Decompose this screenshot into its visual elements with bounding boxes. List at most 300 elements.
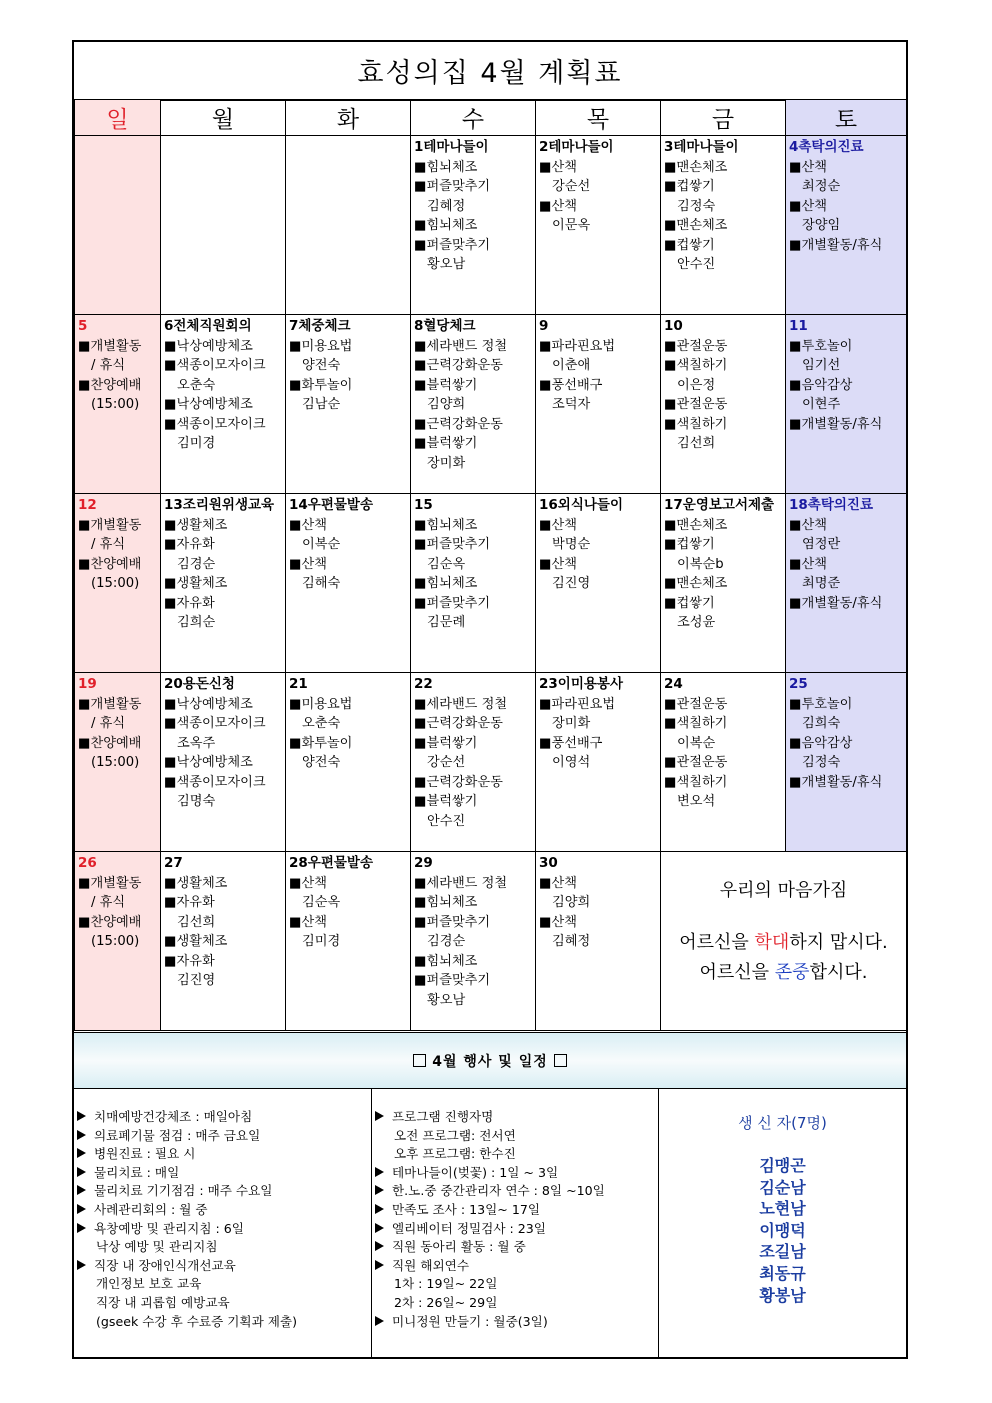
event-item xyxy=(375,1257,658,1276)
activity-line: ■개별활동 xyxy=(78,338,142,354)
events-banner xyxy=(74,1032,906,1089)
events-section xyxy=(74,1088,906,1357)
day-label: 17운영보고서제출 xyxy=(664,497,775,513)
activity-line: ■산책 xyxy=(539,914,577,930)
birthday-names xyxy=(659,1155,906,1306)
activity-line: ■세라밴드 정철 xyxy=(414,875,508,891)
activity-line: 김경순 xyxy=(177,556,216,572)
motto-heading: 우리의 마음가짐 xyxy=(719,880,848,901)
day-cell xyxy=(161,673,286,852)
activity-line: ■컵쌓기 xyxy=(664,237,715,253)
event-item xyxy=(77,1108,371,1127)
day-cell xyxy=(661,494,786,673)
event-item xyxy=(77,1182,371,1201)
activity-line: ■힘뇌체조 xyxy=(414,895,478,910)
birthday-name: 조길남 xyxy=(759,1242,806,1262)
day-cell xyxy=(786,136,907,315)
day-cell xyxy=(75,315,161,494)
event-item xyxy=(77,1294,371,1313)
activity-line: 김순옥 xyxy=(302,895,341,910)
activity-line: 장미화 xyxy=(427,455,466,471)
checkbox-icon xyxy=(554,1054,567,1067)
day-cell xyxy=(411,494,536,673)
event-text: 욕창예방 및 관리지침 : 6일 xyxy=(94,1220,244,1236)
day-cell xyxy=(75,852,161,1031)
activity-line: ■퍼즐맞추기 xyxy=(414,179,491,194)
activity-line: 강순선 xyxy=(552,179,591,194)
event-text: 직장 내 장애인식개선교육 xyxy=(94,1257,236,1273)
birthday-column xyxy=(659,1088,906,1357)
day-label: 28우편물발송 xyxy=(289,855,373,871)
activity-line: ■파라핀요법 xyxy=(539,696,616,712)
activity-line: / 휴식 xyxy=(91,358,126,373)
event-item xyxy=(375,1182,658,1201)
activity-line: 최명준 xyxy=(802,576,841,591)
activity-line: ■자유화 xyxy=(164,537,215,552)
motto-text: 어르신을 xyxy=(679,932,755,953)
event-item xyxy=(77,1257,371,1276)
triangle-bullet-icon xyxy=(375,1316,384,1326)
activity-line: 안수진 xyxy=(427,813,466,829)
event-text: 개인정보 보호 교육 xyxy=(96,1276,202,1292)
motto-text: 어르신을 xyxy=(699,962,775,983)
activity-line: ■색종이모자이크 xyxy=(164,716,266,731)
activity-line: ■퍼즐맞추기 xyxy=(414,914,491,930)
activity-line: ■화투놀이 xyxy=(289,735,353,751)
event-item xyxy=(375,1275,658,1294)
activity-line: ■색칠하기 xyxy=(664,774,728,790)
day-cell xyxy=(161,136,286,315)
event-text: 병원진료 : 필요 시 xyxy=(94,1146,196,1162)
activity-line: 조덕자 xyxy=(552,397,591,412)
day-cell xyxy=(286,315,411,494)
activity-line: ■블럭쌓기 xyxy=(414,794,478,809)
day-label: 25 xyxy=(789,676,808,692)
activity-line: ■퍼즐맞추기 xyxy=(414,237,491,253)
triangle-bullet-icon xyxy=(375,1111,384,1121)
event-item xyxy=(375,1220,658,1239)
day-label: 18촉탁의진료 xyxy=(789,497,873,513)
activity-line: ■생활체조 xyxy=(164,517,228,533)
activity-line: ■컵쌓기 xyxy=(664,537,715,552)
activity-line: ■컵쌓기 xyxy=(664,179,715,194)
activity-line: ■관절운동 xyxy=(664,338,728,354)
activity-line: ■개별활동/휴식 xyxy=(789,237,883,253)
day-cell xyxy=(786,673,907,852)
day-label: 1테마나들이 xyxy=(414,139,489,155)
day-label: 3테마나들이 xyxy=(664,139,739,155)
activity-line: 장양임 xyxy=(802,218,841,233)
activity-line: 조옥주 xyxy=(177,735,216,751)
day-cell xyxy=(661,315,786,494)
activity-line: 김진영 xyxy=(552,576,591,591)
day-cell xyxy=(75,494,161,673)
activity-line: 황오남 xyxy=(427,257,466,272)
activity-line: ■블럭쌓기 xyxy=(414,377,478,393)
activity-line: 변오석 xyxy=(677,794,716,809)
activity-line: ■퍼즐맞추기 xyxy=(414,595,491,611)
activity-line: ■자유화 xyxy=(164,895,215,910)
activity-line: ■자유화 xyxy=(164,595,215,611)
weekday-header-row xyxy=(75,100,907,136)
day-cell xyxy=(286,673,411,852)
event-text: 오전 프로그램: 전서연 xyxy=(394,1127,516,1143)
activity-line: 김정숙 xyxy=(802,755,841,770)
event-text: 직장 내 괴롭힘 예방교육 xyxy=(96,1294,230,1310)
activity-line: ■미용요법 xyxy=(289,338,353,354)
day-label: 10 xyxy=(664,318,683,334)
day-cell xyxy=(786,315,907,494)
triangle-bullet-icon xyxy=(375,1167,384,1177)
activity-line: ■산책 xyxy=(789,198,827,214)
activity-line: ■산책 xyxy=(539,159,577,175)
activity-line: 김양희 xyxy=(427,397,466,412)
activity-line: ■투호놀이 xyxy=(789,696,853,712)
activity-line: (15:00) xyxy=(91,755,140,770)
day-cell xyxy=(411,852,536,1031)
birthday-name: 김맹곤 xyxy=(759,1156,806,1175)
birthday-name: 이맹덕 xyxy=(759,1220,806,1240)
activity-line: ■산책 xyxy=(289,517,327,533)
activity-line: 김혜정 xyxy=(552,934,591,949)
activity-line: 김미경 xyxy=(302,934,341,949)
activity-line: ■관절운동 xyxy=(664,397,728,412)
weekday-header: 화 xyxy=(286,100,411,136)
day-cell xyxy=(786,494,907,673)
activity-line: ■낙상예방체조 xyxy=(164,696,253,712)
activity-line: 김해숙 xyxy=(302,576,341,591)
day-cell xyxy=(161,852,286,1031)
day-label: 7체중체크 xyxy=(289,318,351,334)
activity-line: ■찬양예배 xyxy=(78,556,142,572)
day-cell xyxy=(161,494,286,673)
activity-line: ■산책 xyxy=(789,556,827,572)
day-cell xyxy=(661,136,786,315)
birthday-title: 생 신 자(7명) xyxy=(738,1114,827,1132)
day-cell xyxy=(75,136,161,315)
activity-line: / 휴식 xyxy=(91,537,126,552)
activity-line: 김희순 xyxy=(177,615,216,630)
day-label: 22 xyxy=(414,676,433,692)
triangle-bullet-icon xyxy=(375,1204,384,1214)
motto-line2 xyxy=(661,958,906,988)
activity-line: (15:00) xyxy=(91,934,140,949)
activity-line: ■힘뇌체조 xyxy=(414,517,478,533)
day-label: 8혈당체크 xyxy=(414,318,476,334)
activity-line: 김명숙 xyxy=(177,794,216,809)
week-row xyxy=(75,136,907,315)
motto-line1 xyxy=(661,928,906,958)
activity-line: ■찬양예배 xyxy=(78,735,142,751)
activity-line: 김선희 xyxy=(177,914,216,930)
activity-line: ■세라밴드 정철 xyxy=(414,338,508,354)
motto-cell xyxy=(661,852,907,1031)
event-text: 만족도 조사 : 13일~ 17일 xyxy=(392,1201,541,1217)
triangle-bullet-icon xyxy=(77,1130,86,1140)
activity-line: 김미경 xyxy=(177,436,216,451)
event-text: 낙상 예방 및 관리지침 xyxy=(96,1239,218,1255)
calendar-table xyxy=(74,99,907,1031)
event-item xyxy=(375,1127,658,1146)
event-item xyxy=(77,1145,371,1164)
day-label: 30 xyxy=(539,855,558,871)
weekday-header: 일 xyxy=(75,100,161,136)
weekday-header: 수 xyxy=(411,100,536,136)
activity-line: ■낙상예방체조 xyxy=(164,338,253,354)
day-cell xyxy=(411,673,536,852)
day-cell xyxy=(286,136,411,315)
event-item xyxy=(77,1201,371,1220)
activity-line: ■컵쌓기 xyxy=(664,595,715,611)
event-item xyxy=(77,1127,371,1146)
day-label: 9 xyxy=(539,318,549,334)
triangle-bullet-icon xyxy=(77,1148,86,1158)
activity-line: ■힘뇌체조 xyxy=(414,218,478,233)
event-text: 직원 동아리 활동 : 월 중 xyxy=(392,1239,526,1255)
day-label: 16외식나들이 xyxy=(539,497,623,513)
activity-line: 양전숙 xyxy=(302,755,341,770)
week-row xyxy=(75,852,907,1031)
event-text: 물리치료 : 매일 xyxy=(94,1164,180,1180)
activity-line: ■찬양예배 xyxy=(78,377,142,393)
activity-line: 이복순b xyxy=(677,556,724,572)
event-text: 엘리베이터 정밀검사 : 23일 xyxy=(392,1220,546,1236)
activity-line: ■자유화 xyxy=(164,953,215,969)
activity-line: ■산책 xyxy=(289,875,327,891)
activity-line: ■음악감상 xyxy=(789,735,853,751)
activity-line: 김경순 xyxy=(427,934,466,949)
weekday-header: 토 xyxy=(786,100,907,136)
day-label: 26 xyxy=(78,855,97,871)
activity-line: ■개별활동/휴식 xyxy=(789,416,883,432)
day-label: 11 xyxy=(789,318,808,334)
day-label: 15 xyxy=(414,497,433,513)
plan-sheet xyxy=(72,40,908,1359)
event-item xyxy=(375,1108,658,1127)
activity-line: 조성윤 xyxy=(677,615,716,630)
event-item xyxy=(375,1201,658,1220)
event-text: 물리치료 기기점검 : 매주 수요일 xyxy=(94,1183,273,1199)
activity-line: 오춘숙 xyxy=(177,377,216,393)
event-text: (gseek 수강 후 수료증 기획과 제출) xyxy=(96,1313,298,1329)
events-column-1 xyxy=(74,1088,372,1357)
activity-line: 김희숙 xyxy=(802,716,841,731)
event-text: 의료폐기물 점검 : 매주 금요일 xyxy=(94,1127,261,1143)
week-row xyxy=(75,494,907,673)
events-title: 4월 행사 및 일정 xyxy=(432,1053,548,1070)
event-text: 치매예방건강체조 : 매일아침 xyxy=(94,1109,253,1124)
event-item xyxy=(77,1275,371,1294)
day-label: 19 xyxy=(78,676,97,692)
activity-line: ■산책 xyxy=(539,556,577,572)
day-label: 20용돈신청 xyxy=(164,676,235,692)
triangle-bullet-icon xyxy=(77,1111,86,1121)
activity-line: 김순옥 xyxy=(427,556,466,572)
activity-line: ■색종이모자이크 xyxy=(164,358,266,373)
event-text: 직원 해외연수 xyxy=(392,1257,469,1273)
activity-line: ■산책 xyxy=(539,875,577,891)
day-label: 4촉탁의진료 xyxy=(789,139,864,155)
week-row xyxy=(75,315,907,494)
day-cell xyxy=(286,494,411,673)
activity-line: ■파라핀요법 xyxy=(539,338,616,354)
activity-line: ■풍선배구 xyxy=(539,377,603,393)
activity-line: ■개별활동 xyxy=(78,875,142,891)
day-cell xyxy=(286,852,411,1031)
activity-line: ■힘뇌체조 xyxy=(414,953,478,969)
day-label: 12 xyxy=(78,497,97,513)
activity-line: ■근력강화운동 xyxy=(414,774,503,790)
event-item xyxy=(77,1164,371,1183)
activity-line: ■색칠하기 xyxy=(664,358,728,373)
activity-line: ■맨손체조 xyxy=(664,218,728,233)
day-cell xyxy=(161,315,286,494)
event-item xyxy=(375,1313,658,1332)
activity-line: ■퍼즐맞추기 xyxy=(414,973,491,988)
activity-line: ■색칠하기 xyxy=(664,416,728,432)
activity-line: 김선희 xyxy=(677,436,716,451)
activity-line: 김혜정 xyxy=(427,198,466,214)
activity-line: 오춘숙 xyxy=(302,716,341,731)
activity-line: ■힘뇌체조 xyxy=(414,159,478,175)
activity-line: / 휴식 xyxy=(91,716,126,731)
day-label: 27 xyxy=(164,855,183,871)
day-label: 29 xyxy=(414,855,433,871)
activity-line: 김양희 xyxy=(552,895,591,910)
triangle-bullet-icon xyxy=(375,1260,384,1270)
activity-line: 이영석 xyxy=(552,755,591,770)
activity-line: ■음악감상 xyxy=(789,377,853,393)
activity-line: ■화투놀이 xyxy=(289,377,353,393)
event-item xyxy=(375,1238,658,1257)
activity-line: ■근력강화운동 xyxy=(414,416,503,432)
activity-line: ■근력강화운동 xyxy=(414,358,503,373)
activity-line: ■맨손체조 xyxy=(664,159,728,175)
triangle-bullet-icon xyxy=(375,1185,384,1195)
activity-line: ■관절운동 xyxy=(664,755,728,770)
day-cell xyxy=(536,852,661,1031)
activity-line: ■색칠하기 xyxy=(664,716,728,731)
triangle-bullet-icon xyxy=(77,1185,86,1195)
birthday-name: 황봉남 xyxy=(759,1285,806,1305)
activity-line: ■개별활동/휴식 xyxy=(789,595,883,611)
activity-line: ■맨손체조 xyxy=(664,576,728,591)
activity-line: 김정숙 xyxy=(677,198,716,214)
activity-line: / 휴식 xyxy=(91,895,126,910)
activity-line: 염정란 xyxy=(802,537,841,552)
day-cell xyxy=(411,315,536,494)
activity-line: ■산책 xyxy=(289,556,327,572)
day-cell xyxy=(536,673,661,852)
motto-text: 하지 맙시다. xyxy=(789,932,888,953)
activity-line: ■투호놀이 xyxy=(789,338,853,354)
activity-line: ■힘뇌체조 xyxy=(414,576,478,591)
day-cell xyxy=(411,136,536,315)
activity-line: ■산책 xyxy=(289,914,327,930)
day-label: 6전체직원회의 xyxy=(164,318,252,334)
activity-line: 이현주 xyxy=(802,397,841,412)
activity-line: ■블럭쌓기 xyxy=(414,436,478,451)
event-text: 2차 : 26일~ 29일 xyxy=(394,1294,498,1310)
day-cell xyxy=(75,673,161,852)
activity-line: (15:00) xyxy=(91,397,140,412)
activity-line: 최정순 xyxy=(802,179,841,194)
activity-line: 이은정 xyxy=(677,377,716,393)
events-column-2 xyxy=(372,1088,659,1357)
activity-line: ■찬양예배 xyxy=(78,914,142,930)
triangle-bullet-icon xyxy=(375,1223,384,1233)
activity-line: 김남순 xyxy=(302,397,341,412)
day-label: 5 xyxy=(78,318,88,334)
activity-line: ■낙상예방체조 xyxy=(164,755,253,770)
activity-line: ■관절운동 xyxy=(664,696,728,712)
event-text: 미니정원 만들기 : 월중(3일) xyxy=(392,1313,548,1329)
weekday-header: 월 xyxy=(161,100,286,136)
event-text: 테마나들이(벚꽃) : 1일 ~ 3일 xyxy=(392,1164,559,1180)
event-item xyxy=(375,1145,658,1164)
activity-line: ■산책 xyxy=(539,517,577,533)
event-item xyxy=(77,1313,371,1332)
event-item xyxy=(77,1220,371,1239)
birthday-name: 노현남 xyxy=(759,1199,806,1219)
triangle-bullet-icon xyxy=(77,1223,86,1233)
motto-text: 존중 xyxy=(774,962,810,983)
day-label: 2테마나들이 xyxy=(539,139,614,155)
activity-line: ■세라밴드 정철 xyxy=(414,696,508,712)
activity-line: ■풍선배구 xyxy=(539,735,603,751)
activity-line: (15:00) xyxy=(91,576,140,591)
motto-text: 학대 xyxy=(754,932,790,953)
activity-line: 양전숙 xyxy=(302,358,341,373)
activity-line: 이복순 xyxy=(677,735,716,751)
birthday-name: 김순남 xyxy=(759,1177,806,1197)
event-item xyxy=(77,1238,371,1257)
activity-line: 임기선 xyxy=(802,358,841,373)
activity-line: 장미화 xyxy=(552,716,591,731)
activity-line: ■퍼즐맞추기 xyxy=(414,537,491,552)
event-text: 한.노.중 중간관리자 연수 : 8일 ~10일 xyxy=(392,1183,605,1199)
event-text: 1차 : 19일~ 22일 xyxy=(394,1276,498,1292)
checkbox-icon xyxy=(413,1054,426,1067)
birthday-name: 최동규 xyxy=(759,1263,806,1283)
event-text: 오후 프로그램: 한수진 xyxy=(394,1146,516,1162)
activity-line: ■낙상예방체조 xyxy=(164,397,253,412)
day-label: 24 xyxy=(664,676,683,692)
day-cell xyxy=(536,494,661,673)
activity-line: ■생활체조 xyxy=(164,875,228,891)
activity-line: 이복순 xyxy=(302,537,341,552)
activity-line: 김문례 xyxy=(427,615,466,630)
weekday-header: 목 xyxy=(536,100,661,136)
activity-line: ■미용요법 xyxy=(289,696,353,712)
activity-line: ■생활체조 xyxy=(164,576,228,591)
event-item xyxy=(375,1164,658,1183)
day-cell xyxy=(536,136,661,315)
activity-line: 강순선 xyxy=(427,755,466,770)
activity-line: ■색종이모자이크 xyxy=(164,416,266,432)
activity-line: 황오남 xyxy=(427,992,466,1008)
event-text: 사례관리회의 : 월 중 xyxy=(94,1201,208,1217)
event-text: 프로그램 진행자명 xyxy=(392,1109,494,1124)
day-label: 21 xyxy=(289,676,308,692)
activity-line: ■산책 xyxy=(789,159,827,175)
event-item xyxy=(375,1294,658,1313)
activity-line: ■블럭쌓기 xyxy=(414,735,478,751)
day-cell xyxy=(536,315,661,494)
day-label: 23이미용봉사 xyxy=(539,676,623,692)
day-label: 13조리원위생교육 xyxy=(164,497,275,513)
activity-line: ■산책 xyxy=(789,517,827,533)
